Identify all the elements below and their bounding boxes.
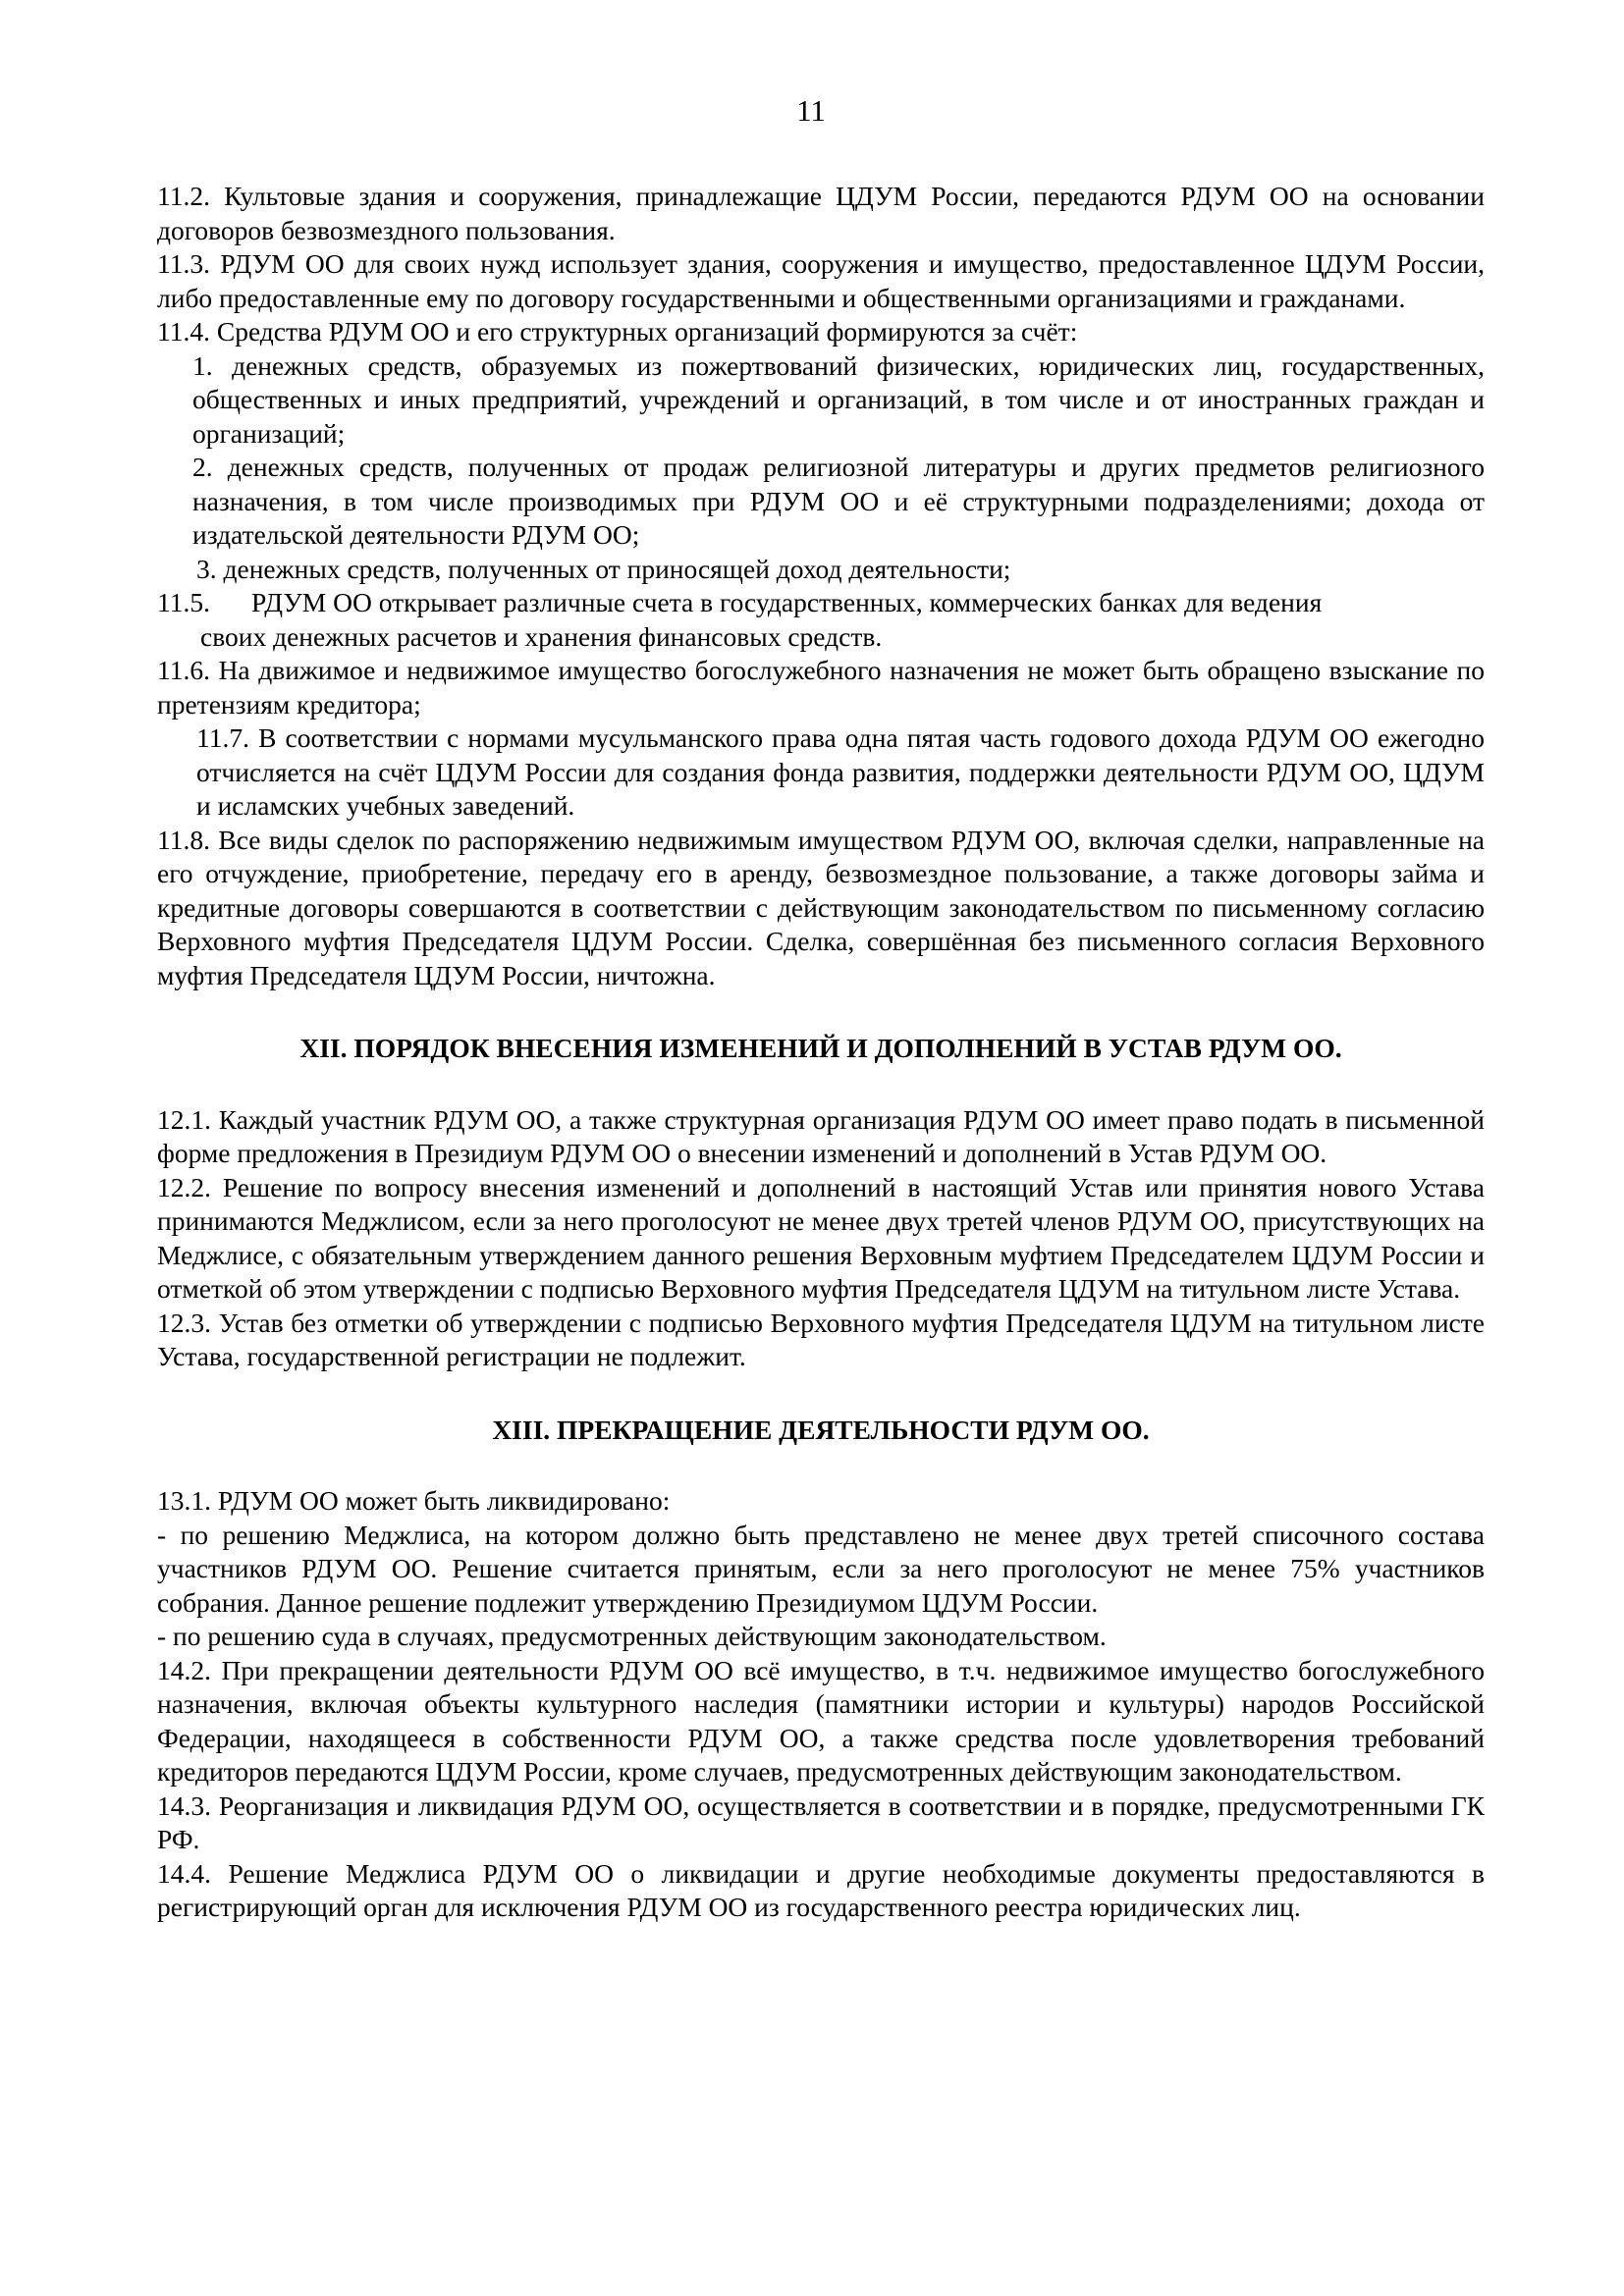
paragraph-11-5-line-2: своих денежных расчетов и хранения финансовых средств. <box>200 620 883 652</box>
paragraph-12-1: 12.1. Каждый участник РДУМ ОО, а также структурная организация РДУМ ОО имеет право подать в письменной форме предложения в Президиум РДУМ ОО о внесении изменений и дополнений в Устав РДУМ ОО. <box>157 1103 1485 1168</box>
paragraph-11-4-item-3: 3. денежных средств, полученных от приносящей доход деятельности; <box>196 553 1011 584</box>
paragraph-11-4-item-1: 1. денежных средств, образуемых из пожертвований физических, юридических лиц, государственных, общественных и иных предприятий, учреждений и организаций, в том числе и от иностранных граждан и организаций; <box>192 349 1485 449</box>
page-number: 11 <box>796 93 826 128</box>
paragraph-12-2: 12.2. Решение по вопросу внесения изменений и дополнений в настоящий Устав или принятия нового Устава принимаются Меджлисом, если за него проголосуют не менее двух третей членов РДУМ ОО, присутствующих на Меджлисе, с обязательным утверждением данного решения Верховным муфтием Председателем ЦДУМ России и отметкой об этом утверждении с подписью Верховного муфтия Председателя ЦДУМ на титульном листе Устава. <box>157 1171 1485 1304</box>
paragraph-11-2: 11.2. Культовые здания и сооружения, принадлежащие ЦДУМ России, передаются РДУМ ОО на основании договоров безвозмездного пользования. <box>157 181 1485 245</box>
paragraph-11-5 <box>157 586 1485 654</box>
paragraph-11-8: 11.8. Все виды сделок по распоряжению недвижимым имуществом РДУМ ОО, включая сделки, направленные на его отчуждение, приобретение, передачу его в аренду, безвозмездное пользование, а также договоры займа и кредитные договоры совершаются в соответствии с действующим законодательством по письменному согласию Верховного муфтия Председателя ЦДУМ России. Сделка, совершённая без письменного согласия Верховного муфтия Председателя ЦДУМ России, ничтожна. <box>157 824 1485 990</box>
paragraph-11-7: 11.7. В соответствии с нормами мусульманского права одна пятая часть годового дохода РДУМ ОО ежегодно отчисляется на счёт ЦДУМ России для создания фонда развития, поддержки деятельности РДУМ ОО, ЦДУМ и исламских учебных заведений. <box>196 722 1485 821</box>
paragraph-11-6: 11.6. На движимое и недвижимое имущество богослужебного назначения не может быть обращено взыскание по претензиям кредитора; <box>157 655 1485 720</box>
section-12-heading: XII. ПОРЯДОК ВНЕСЕНИЯ ИЗМЕНЕНИЙ И ДОПОЛНЕНИЙ В УСТАВ РДУМ ОО. <box>299 1033 1342 1063</box>
paragraph-13-1-item-b: - по решению суда в случаях, предусмотренных действующим законодательством. <box>157 1621 1107 1651</box>
paragraph-11-4: 11.4. Средства РДУМ ОО и его структурных организаций формируются за счёт: <box>157 316 1078 347</box>
paragraph-14-2: 14.2. При прекращении деятельности РДУМ ОО всё имущество, в т.ч. недвижимое имущество богослужебного назначения, включая объекты культурного наследия (памятники истории и культуры) народов Российской Федерации, находящееся в собственности РДУМ ОО, а также средства после удовлетворения требований кредиторов передаются ЦДУМ России, кроме случаев, предусмотренных действующим законодательством. <box>157 1654 1485 1787</box>
paragraph-12-3: 12.3. Устав без отметки об утверждении с подписью Верховного муфтия Председателя ЦДУМ на титульном листе Устава, государственной регистрации не подлежит. <box>157 1307 1485 1371</box>
paragraph-13-1: 13.1. РДУМ ОО может быть ликвидировано: <box>157 1485 671 1516</box>
section-13-heading: XIII. ПРЕКРАЩЕНИЕ ДЕЯТЕЛЬНОСТИ РДУМ ОО. <box>492 1414 1150 1445</box>
paragraph-11-5-line-1: РДУМ ОО открывает различные счета в государственных, коммерческих банках для ведения <box>251 587 1323 617</box>
paragraph-13-1-item-a: - по решению Меджлиса, на котором должно быть представлено не менее двух третей списочного состава участников РДУМ ОО. Решение считается принятым, если за него проголосуют не менее 75% участников собрания. Данное решение подлежит утверждению Президиумом ЦДУМ России. <box>157 1519 1485 1618</box>
paragraph-14-3: 14.3. Реорганизация и ликвидация РДУМ ОО, осуществляется в соответствии и в порядке, предусмотренными ГК РФ. <box>157 1789 1485 1854</box>
paragraph-14-4: 14.4. Решение Меджлиса РДУМ ОО о ликвидации и другие необходимые документы предоставляются в регистрирующий орган для исключения РДУМ ОО из государственного реестра юридических лиц. <box>157 1857 1485 1922</box>
document-page <box>157 93 1485 1925</box>
paragraph-11-5-first-line <box>157 586 1485 620</box>
paragraph-11-4-item-2: 2. денежных средств, полученных от продаж религиозной литературы и других предметов религиозного назначения, в том числе производимых при РДУМ ОО и её структурными подразделениями; дохода от издательской деятельности РДУМ ОО; <box>192 452 1485 550</box>
paragraph-11-3: 11.3. РДУМ ОО для своих нужд использует здания, сооружения и имущество, предоставленное ЦДУМ России, либо предоставленные ему по договору государственными и общественными организациями и гражданами. <box>157 248 1485 313</box>
paragraph-11-5-number: 11.5. <box>157 587 210 617</box>
